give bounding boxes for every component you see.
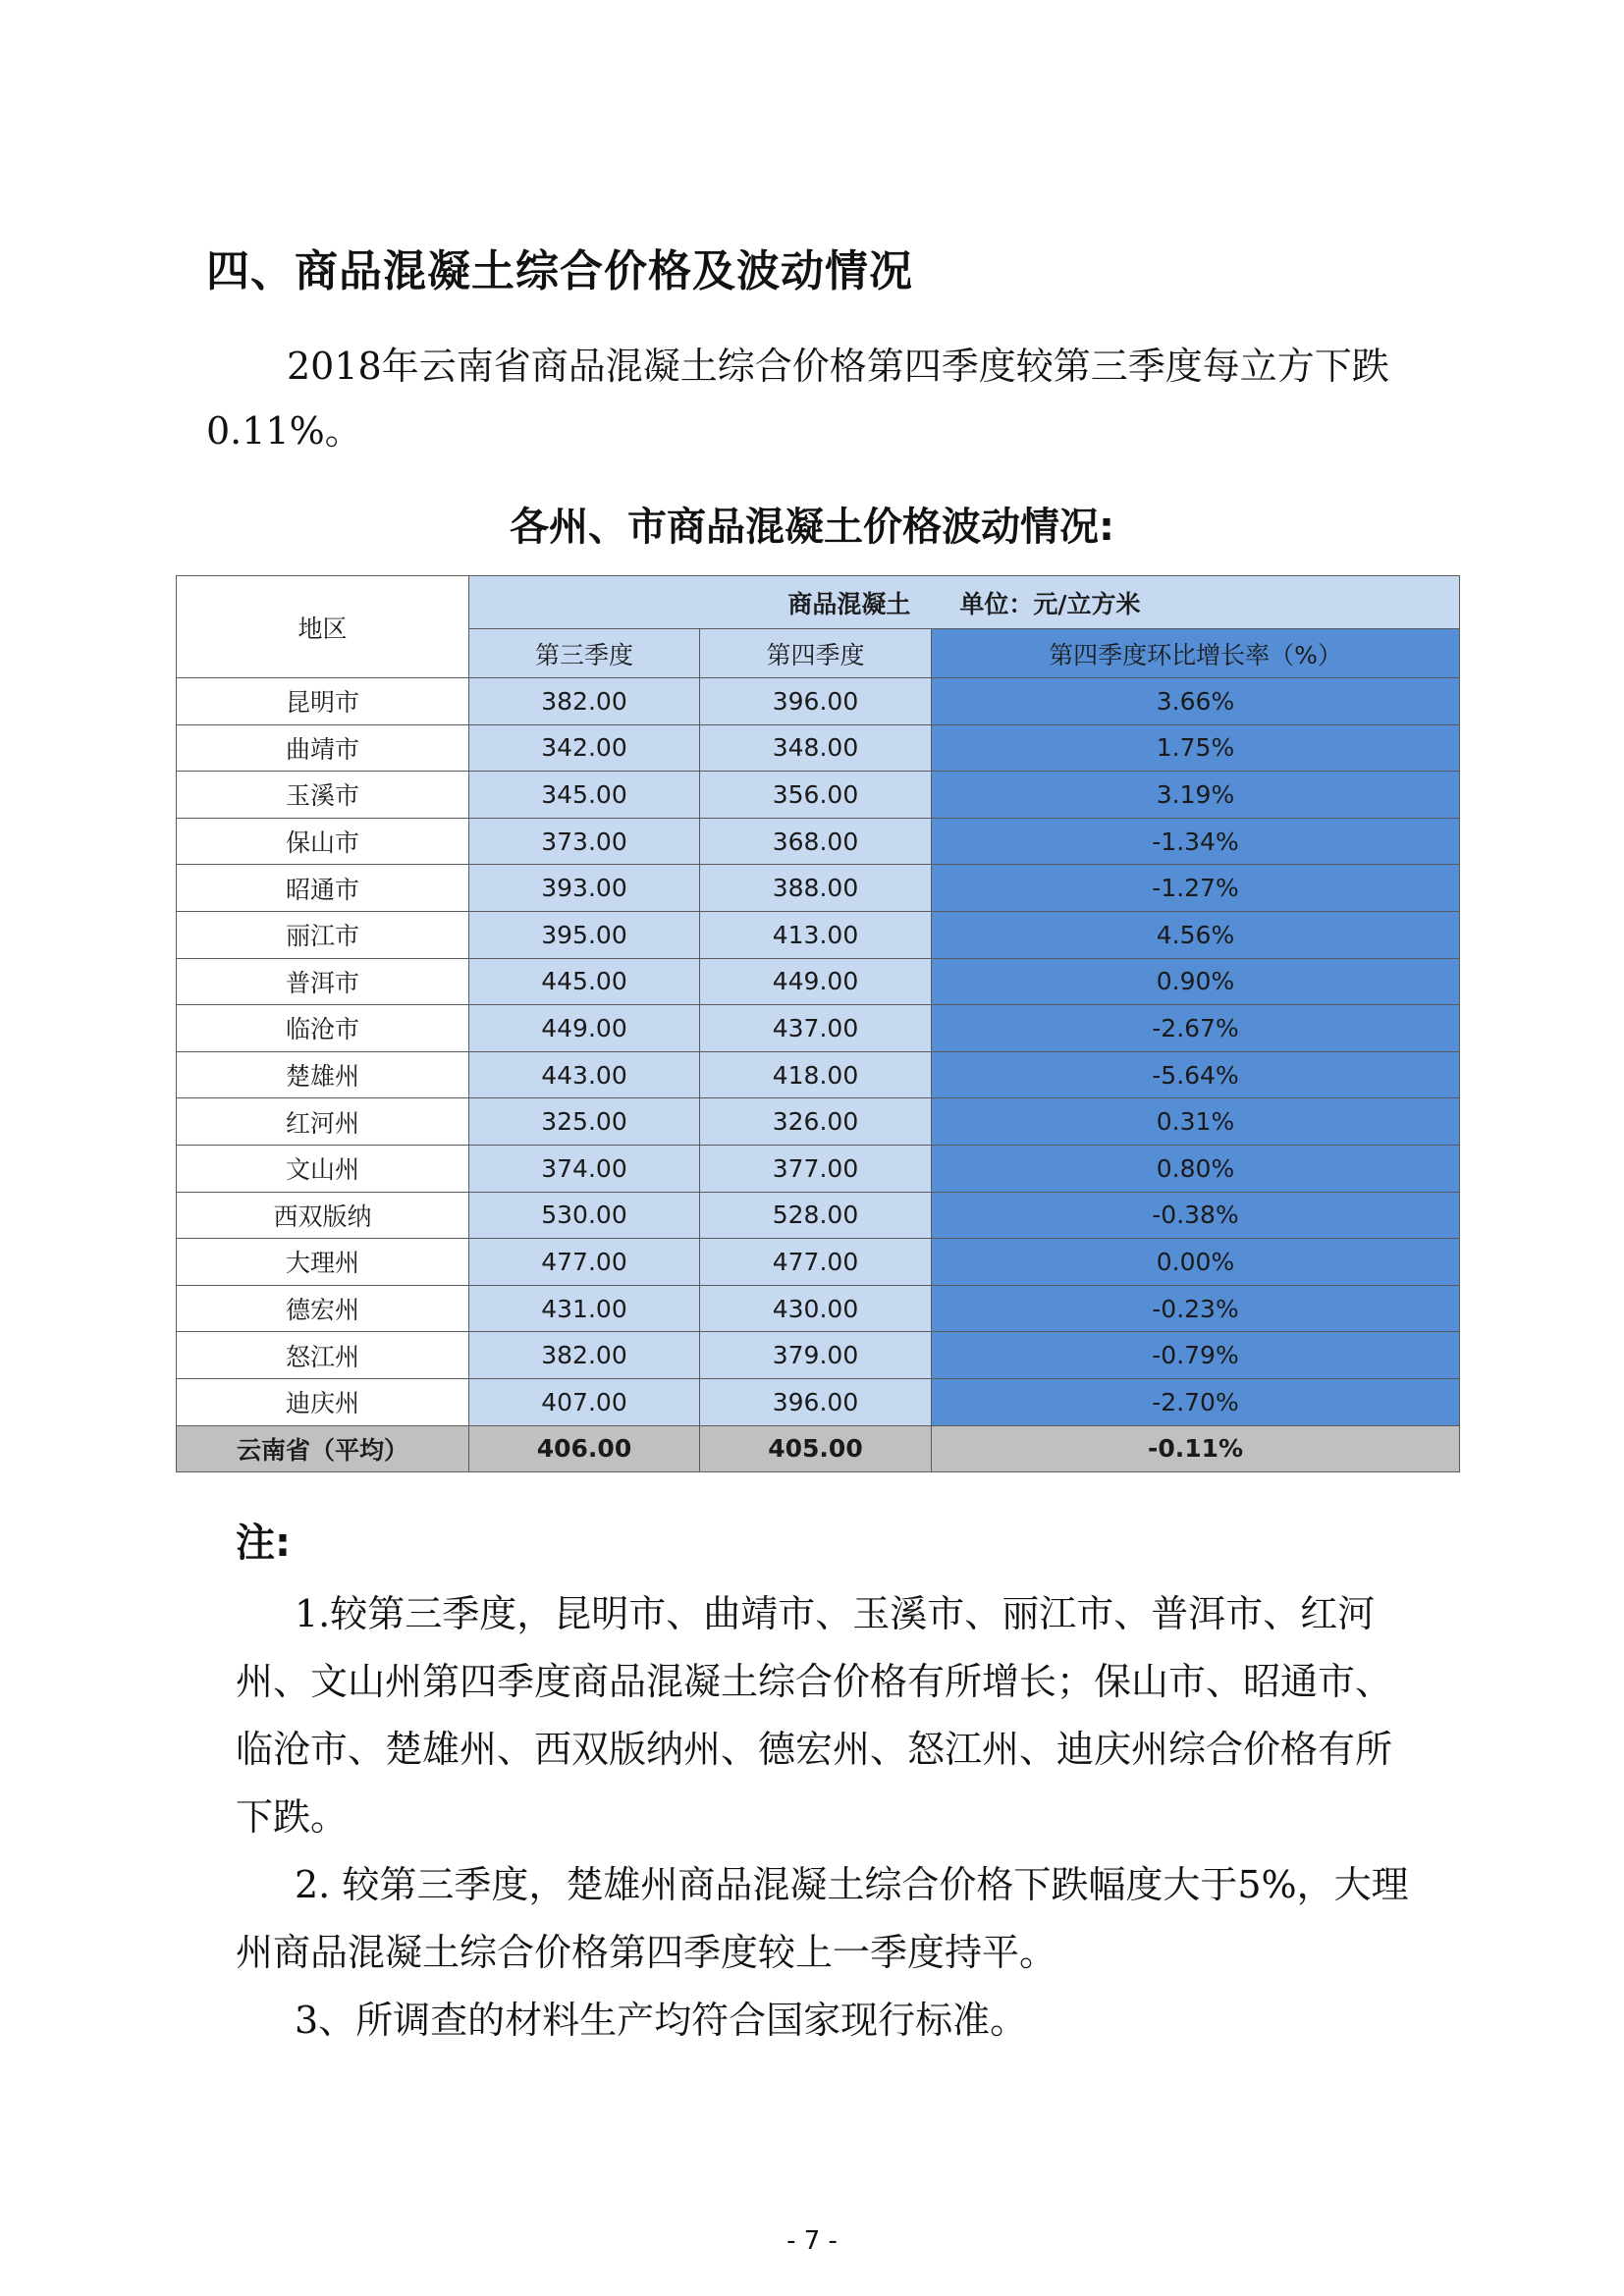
group-header: 商品混凝土 单位：元/立方米 — [469, 576, 1460, 629]
table-row — [177, 1332, 1460, 1379]
cell-q3: 530.00 — [469, 1192, 700, 1239]
cell-q4: 437.00 — [700, 1005, 932, 1052]
cell-q3: 325.00 — [469, 1098, 700, 1146]
cell-rate: -1.34% — [932, 818, 1460, 865]
cell-q3: 345.00 — [469, 772, 700, 819]
cell-q4: 413.00 — [700, 911, 932, 958]
cell-rate: -2.70% — [932, 1378, 1460, 1425]
cell-q3: 407.00 — [469, 1378, 700, 1425]
table-row — [177, 1145, 1460, 1192]
region-header: 地区 — [177, 576, 469, 678]
cell-q3: 443.00 — [469, 1051, 700, 1098]
cell-rate: 4.56% — [932, 911, 1460, 958]
note-item: 2. 较第三季度，楚雄州商品混凝土综合价格下跌幅度大于5%，大理州商品混凝土综合价格第四季度较上一季度持平。 — [236, 1863, 1409, 1974]
cell-q3: 382.00 — [469, 1332, 700, 1379]
q4-header: 第四季度 — [700, 629, 932, 678]
table-row — [177, 772, 1460, 819]
cell-q4: 449.00 — [700, 958, 932, 1005]
cell-q3: 477.00 — [469, 1239, 700, 1286]
table-body — [177, 678, 1460, 1472]
cell-region: 玉溪市 — [177, 772, 469, 819]
cell-q4: 396.00 — [700, 678, 932, 725]
cell-q4: 326.00 — [700, 1098, 932, 1146]
intro-paragraph — [206, 334, 1434, 463]
cell-q3: 382.00 — [469, 678, 700, 725]
cell-q4: 368.00 — [700, 818, 932, 865]
cell-region: 楚雄州 — [177, 1051, 469, 1098]
table-row — [177, 1192, 1460, 1239]
table-row — [177, 1239, 1460, 1286]
intro-text: 2018年云南省商品混凝土综合价格第四季度较第三季度每立方下跌 0.11%。 — [206, 345, 1389, 453]
notes — [236, 1580, 1419, 2055]
cell-rate: 3.19% — [932, 772, 1460, 819]
cell-region: 德宏州 — [177, 1285, 469, 1332]
cell-q3: 431.00 — [469, 1285, 700, 1332]
cell-rate: 0.80% — [932, 1145, 1460, 1192]
cell-q3: 342.00 — [469, 724, 700, 772]
cell-rate: 0.90% — [932, 958, 1460, 1005]
cell-region: 红河州 — [177, 1098, 469, 1146]
cell-q3: 373.00 — [469, 818, 700, 865]
cell-q4: 356.00 — [700, 772, 932, 819]
cell-q3: 393.00 — [469, 865, 700, 912]
table-row — [177, 958, 1460, 1005]
cell-rate: -5.64% — [932, 1051, 1460, 1098]
cell-region: 昆明市 — [177, 678, 469, 725]
table-row — [177, 1051, 1460, 1098]
cell-rate: -0.11% — [932, 1425, 1460, 1472]
cell-rate: -0.79% — [932, 1332, 1460, 1379]
cell-region: 西双版纳 — [177, 1192, 469, 1239]
table-total-row — [177, 1425, 1460, 1472]
cell-region: 丽江市 — [177, 911, 469, 958]
section-heading: 四、商品混凝土综合价格及波动情况 — [206, 246, 913, 296]
table-row — [177, 865, 1460, 912]
note-item: 1.较第三季度，昆明市、曲靖市、玉溪市、丽江市、普洱市、红河州、文山州第四季度商品混凝土综合价格有所增长；保山市、昭通市、临沧市、楚雄州、西双版纳州、德宏州、怒江州、迪庆州综合价格有所下跌。 — [236, 1592, 1393, 1839]
table-row — [177, 911, 1460, 958]
cell-q4: 396.00 — [700, 1378, 932, 1425]
cell-rate: -0.38% — [932, 1192, 1460, 1239]
cell-q4: 418.00 — [700, 1051, 932, 1098]
cell-q3: 395.00 — [469, 911, 700, 958]
cell-q4: 377.00 — [700, 1145, 932, 1192]
table-row — [177, 1098, 1460, 1146]
cell-region: 昭通市 — [177, 865, 469, 912]
table-row — [177, 1378, 1460, 1425]
cell-region: 普洱市 — [177, 958, 469, 1005]
table-row — [177, 678, 1460, 725]
cell-q4: 348.00 — [700, 724, 932, 772]
table-row — [177, 1285, 1460, 1332]
rate-header: 第四季度环比增长率（%） — [932, 629, 1460, 678]
cell-rate: -0.23% — [932, 1285, 1460, 1332]
cell-rate: 0.31% — [932, 1098, 1460, 1146]
cell-q3: 374.00 — [469, 1145, 700, 1192]
page-number: - 7 - — [786, 2226, 838, 2256]
cell-rate: -2.67% — [932, 1005, 1460, 1052]
table-row — [177, 724, 1460, 772]
q3-header: 第三季度 — [469, 629, 700, 678]
cell-region: 保山市 — [177, 818, 469, 865]
cell-q3: 449.00 — [469, 1005, 700, 1052]
cell-rate: -1.27% — [932, 865, 1460, 912]
cell-region: 临沧市 — [177, 1005, 469, 1052]
cell-q4: 405.00 — [700, 1425, 932, 1472]
cell-q4: 388.00 — [700, 865, 932, 912]
note-item: 3、所调查的材料生产均符合国家现行标准。 — [295, 1999, 1028, 2042]
cell-rate: 0.00% — [932, 1239, 1460, 1286]
cell-region: 云南省（平均） — [177, 1425, 469, 1472]
table-title: 各州、市商品混凝土价格波动情况: — [510, 505, 1114, 550]
cell-q4: 430.00 — [700, 1285, 932, 1332]
price-table — [176, 575, 1460, 1472]
table-row — [177, 1005, 1460, 1052]
cell-rate: 3.66% — [932, 678, 1460, 725]
notes-title: 注: — [236, 1521, 291, 1566]
cell-q3: 445.00 — [469, 958, 700, 1005]
cell-region: 曲靖市 — [177, 724, 469, 772]
cell-region: 迪庆州 — [177, 1378, 469, 1425]
cell-q4: 379.00 — [700, 1332, 932, 1379]
table-row — [177, 818, 1460, 865]
cell-region: 怒江州 — [177, 1332, 469, 1379]
cell-region: 文山州 — [177, 1145, 469, 1192]
cell-q3: 406.00 — [469, 1425, 700, 1472]
cell-region: 大理州 — [177, 1239, 469, 1286]
cell-q4: 477.00 — [700, 1239, 932, 1286]
cell-q4: 528.00 — [700, 1192, 932, 1239]
cell-rate: 1.75% — [932, 724, 1460, 772]
